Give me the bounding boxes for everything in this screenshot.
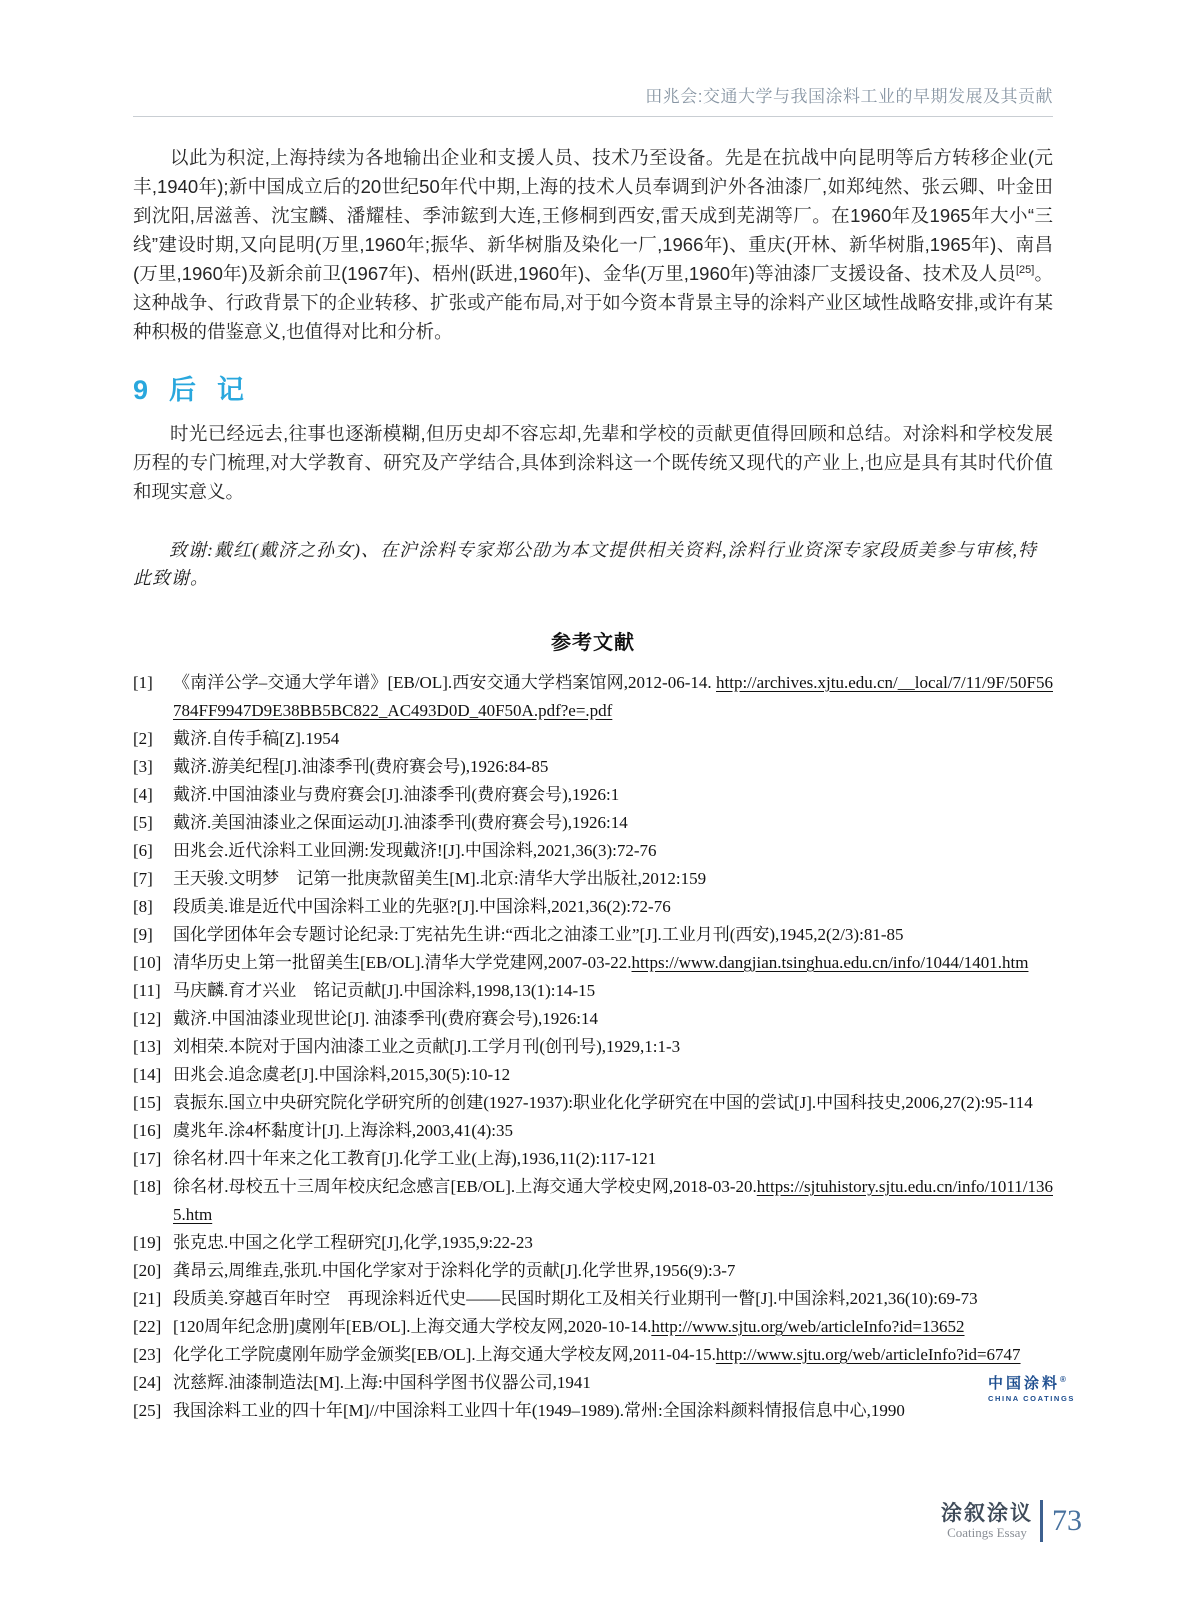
reference-text: 化学化工学院虞刚年励学金颁奖[EB/OL].上海交通大学校友网,2011-04-15. <box>173 1345 716 1364</box>
footer-divider <box>1040 1500 1043 1542</box>
reference-item <box>133 1285 1053 1313</box>
reference-item <box>133 809 1053 837</box>
reference-item <box>133 1145 1053 1173</box>
reference-item <box>133 1397 1053 1425</box>
reference-item <box>133 1369 1053 1397</box>
reference-link[interactable]: https://www.dangjian.tsinghua.edu.cn/info/1044/1401.htm <box>631 953 1029 972</box>
reference-text: 清华历史上第一批留美生[EB/OL].清华大学党建网,2007-03-22. <box>173 953 632 972</box>
reference-item <box>133 1089 1053 1117</box>
reference-item <box>133 753 1053 781</box>
reference-item <box>133 1005 1053 1033</box>
reference-text: 我国涂料工业的四十年[M]//中国涂料工业四十年(1949–1989).常州:全国涂料颜料情报信息中心,1990 <box>173 1401 905 1420</box>
references-heading: 参考文献 <box>551 632 635 654</box>
reference-text: 马庆麟.育才兴业 铭记贡献[J].中国涂料,1998,13(1):14-15 <box>173 981 596 1000</box>
paragraph-text: 以此为积淀,上海持续为各地输出企业和支援人员、技术乃至设备。先是在抗战中向昆明等后方转移企业(元丰,1940年);新中国成立后的20世纪50年代中期,上海的技术人员奉调到沪外各油漆厂,如郑纯然、张云卿、叶金田到沈阳,居滋善、沈宝麟、潘耀桂、季沛鋐到大连,王修桐到西安,雷天成到芜湖等厂。在1960年及1965年大小“三线”建设时期,又向昆明(万里,1960年;振华、新华树脂及染化一厂,1966年)、重庆(开林、新华树脂,1965年)、南昌(万里,1960年)及新余前卫(1967年)、梧州(跃进,1960年)、金华(万里,1960年)等油漆厂支援设备、技术及人员 <box>133 147 1053 284</box>
reference-link[interactable]: https://sjtuhistory.sjtu.edu.cn/info/1011/1365.htm <box>173 1177 1053 1224</box>
reference-text: 张克忠.中国之化学工程研究[J],化学,1935,9:22-23 <box>173 1233 533 1252</box>
reference-label: [13] <box>133 1037 162 1056</box>
body-paragraph-transfer-history <box>133 143 1053 346</box>
reference-text: 龚昂云,周维垚,张玑.中国化学家对于涂料化学的贡献[J].化学世界,1956(9):3-7 <box>173 1261 736 1280</box>
reference-label: [1] <box>133 673 153 692</box>
logo-chinese-name <box>988 1376 1075 1393</box>
logo-cn-text: 中国涂料 <box>988 1375 1061 1392</box>
reference-label: [18] <box>133 1177 162 1196</box>
reference-text: 《南洋公学–交通大学年谱》[EB/OL].西安交通大学档案馆网,2012-06-14. <box>173 673 717 692</box>
reference-item <box>133 1229 1053 1257</box>
registered-mark-icon: ® <box>1060 1375 1066 1384</box>
reference-label: [3] <box>133 757 153 776</box>
reference-item <box>133 725 1053 753</box>
reference-label: [4] <box>133 785 153 804</box>
reference-text: 袁振东.国立中央研究院化学研究所的创建(1927-1937):职业化化学研究在中国的尝试[J].中国科技史,2006,27(2):95-114 <box>173 1093 1033 1112</box>
content-column <box>133 0 1053 1425</box>
reference-label: [8] <box>133 897 153 916</box>
reference-label: [7] <box>133 869 153 888</box>
reference-text: 国化学团体年会专题讨论纪录:丁宪祜先生讲:“西北之油漆工业”[J].工业月刊(西安),1945,2(2/3):81-85 <box>173 925 904 944</box>
reference-label: [24] <box>133 1373 162 1392</box>
running-header: 田兆会:交通大学与我国涂料工业的早期发展及其贡献 <box>133 82 1053 117</box>
reference-item <box>133 977 1053 1005</box>
reference-item <box>133 1173 1053 1229</box>
reference-text: 田兆会.追念虞老[J].中国涂料,2015,30(5):10-12 <box>173 1065 511 1084</box>
section-heading-postscript: 9 后 记 <box>133 375 247 405</box>
citation-superscript: [25] <box>1015 263 1035 276</box>
footer-column-cn: 涂叙涂议 <box>941 1501 1033 1525</box>
reference-text: 徐名材.四十年来之化工教育[J].化学工业(上海),1936,11(2):117-121 <box>173 1149 657 1168</box>
reference-label: [20] <box>133 1261 162 1280</box>
reference-text: [120周年纪念册]虞刚年[EB/OL].上海交通大学校友网,2020-10-14. <box>173 1317 652 1336</box>
reference-label: [14] <box>133 1065 162 1084</box>
reference-label: [21] <box>133 1289 162 1308</box>
reference-label: [17] <box>133 1149 162 1168</box>
china-coatings-logo <box>988 1376 1075 1403</box>
reference-link[interactable]: http://archives.xjtu.edu.cn/__local/7/11/9F/50F56784FF9947D9E38BB5BC822_AC493D0D_40F50A.pdf?e=.pdf <box>173 673 1053 720</box>
reference-item <box>133 837 1053 865</box>
reference-link[interactable]: http://www.sjtu.org/web/articleInfo?id=13652 <box>651 1317 965 1336</box>
reference-item <box>133 1117 1053 1145</box>
body-paragraph-postscript: 时光已经远去,往事也逐渐模糊,但历史却不容忘却,先辈和学校的贡献更值得回顾和总结。对涂料和学校发展历程的专门梳理,对大学教育、研究及产学结合,具体到涂料这一个既传统又现代的产业上,也应是具有其时代价值和现实意义。 <box>133 423 1053 502</box>
reference-text: 段质美.穿越百年时空 再现涂料近代史——民国时期化工及相关行业期刊一瞥[J].中国涂料,2021,36(10):69-73 <box>173 1289 978 1308</box>
references-list <box>133 669 1053 1425</box>
reference-label: [16] <box>133 1121 162 1140</box>
acknowledgment-note: 致谢:戴红(戴济之孙女)、在沪涂料专家郑公劭为本文提供相关资料,涂料行业资深专家段质美参与审核,特此致谢。 <box>133 540 1037 588</box>
page-number: 73 <box>1052 1504 1082 1537</box>
reference-label: [6] <box>133 841 153 860</box>
reference-text: 田兆会.近代涂料工业回溯:发现戴济![J].中国涂料,2021,36(3):72-76 <box>173 841 657 860</box>
paragraph-text: 。这种战争、行政背景下的企业转移、扩张或产能布局,对于如今资本背景主导的涂料产业区域性战略安排,或许有某种积极的借鉴意义,也值得对比和分析。 <box>133 263 1053 342</box>
reference-label: [9] <box>133 925 153 944</box>
page-footer <box>941 1500 1082 1542</box>
reference-item <box>133 1341 1053 1369</box>
reference-label: [22] <box>133 1317 162 1336</box>
reference-label: [25] <box>133 1401 162 1420</box>
reference-text: 戴济.自传手稿[Z].1954 <box>173 729 340 748</box>
reference-label: [10] <box>133 953 162 972</box>
reference-item <box>133 921 1053 949</box>
reference-text: 沈慈辉.油漆制造法[M].上海:中国科学图书仪器公司,1941 <box>173 1373 591 1392</box>
reference-text: 戴济.中国油漆业与费府赛会[J].油漆季刊(费府赛会号),1926:1 <box>173 785 620 804</box>
reference-text: 戴济.中国油漆业现世论[J]. 油漆季刊(费府赛会号),1926:14 <box>173 1009 598 1028</box>
footer-column-title <box>941 1502 1033 1541</box>
reference-item <box>133 949 1053 977</box>
reference-item <box>133 1313 1053 1341</box>
reference-label: [5] <box>133 813 153 832</box>
reference-item <box>133 1033 1053 1061</box>
reference-item <box>133 1061 1053 1089</box>
reference-label: [19] <box>133 1233 162 1252</box>
reference-item <box>133 893 1053 921</box>
reference-item <box>133 669 1053 725</box>
reference-item <box>133 781 1053 809</box>
footer-column-en: Coatings Essay <box>947 1524 1027 1540</box>
reference-text: 王天骏.文明梦 记第一批庚款留美生[M].北京:清华大学出版社,2012:159 <box>173 869 707 888</box>
reference-text: 刘相荣.本院对于国内油漆工业之贡献[J].工学月刊(创刊号),1929,1:1-3 <box>173 1037 681 1056</box>
reference-label: [12] <box>133 1009 162 1028</box>
logo-english-name: CHINA COATINGS <box>988 1393 1075 1403</box>
reference-text: 虞兆年.涂4杯黏度计[J].上海涂料,2003,41(4):35 <box>173 1121 513 1140</box>
reference-item <box>133 1257 1053 1285</box>
reference-label: [2] <box>133 729 153 748</box>
reference-label: [15] <box>133 1093 162 1112</box>
reference-item <box>133 865 1053 893</box>
reference-label: [11] <box>133 981 161 1000</box>
reference-text: 段质美.谁是近代中国涂料工业的先驱?[J].中国涂料,2021,36(2):72-76 <box>173 897 671 916</box>
reference-label: [23] <box>133 1345 162 1364</box>
reference-text: 徐名材.母校五十三周年校庆纪念感言[EB/OL].上海交通大学校史网,2018-03-20. <box>173 1177 757 1196</box>
reference-text: 戴济.游美纪程[J].油漆季刊(费府赛会号),1926:84-85 <box>173 757 549 776</box>
reference-text: 戴济.美国油漆业之保面运动[J].油漆季刊(费府赛会号),1926:14 <box>173 813 628 832</box>
reference-link[interactable]: http://www.sjtu.org/web/articleInfo?id=6747 <box>715 1345 1021 1364</box>
